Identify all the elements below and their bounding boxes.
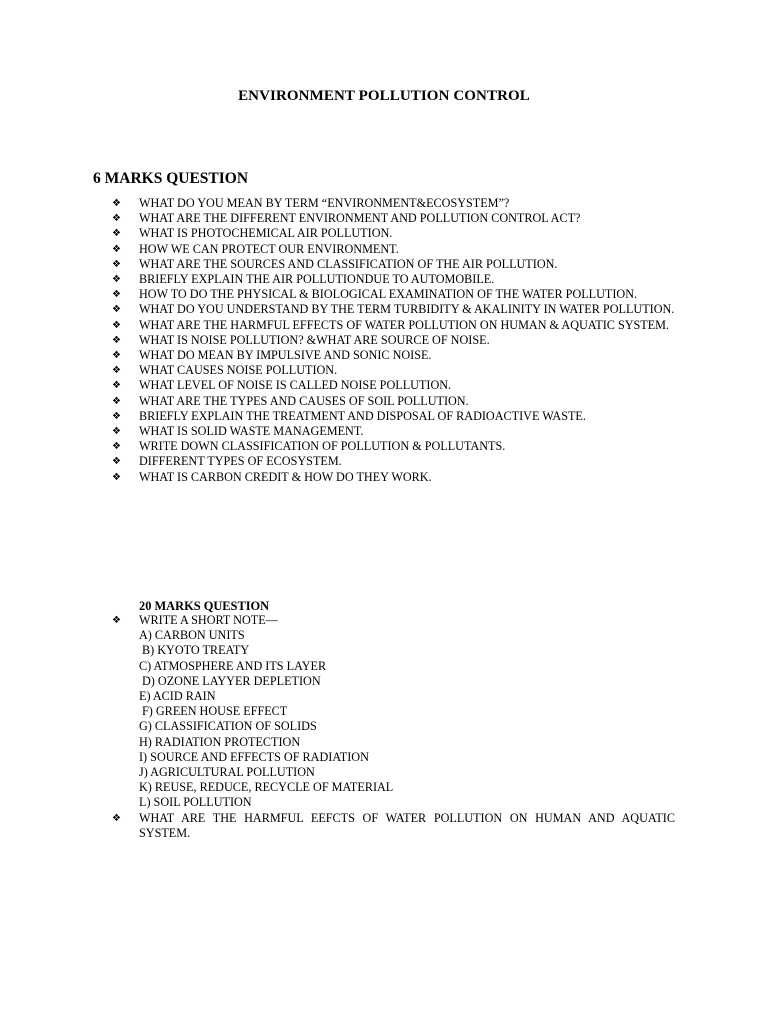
question-text: WRITE DOWN CLASSIFICATION OF POLLUTION & POLLUTANTS. — [139, 439, 506, 454]
question-text: WHAT IS PHOTOCHEMICAL AIR POLLUTION. — [139, 226, 393, 241]
short-note-topic: F) GREEN HOUSE EFFECT — [142, 704, 288, 719]
question-item — [112, 378, 675, 393]
short-note-topic: L) SOIL POLLUTION — [139, 795, 252, 810]
diamond-bullet-icon: ❖ — [112, 198, 121, 209]
question-text: WHAT IS SOLID WASTE MANAGEMENT. — [139, 424, 364, 439]
question-item — [112, 226, 675, 241]
question-item — [112, 409, 675, 424]
short-note-topic-list — [139, 628, 675, 810]
diamond-bullet-icon: ❖ — [112, 334, 121, 346]
question-item — [112, 318, 675, 333]
question-item — [112, 348, 675, 363]
question-item — [112, 811, 675, 841]
question-text: WHAT DO MEAN BY IMPULSIVE AND SONIC NOISE. — [139, 348, 432, 363]
twenty-marks-question-list — [112, 613, 675, 841]
diamond-bullet-icon: ❖ — [112, 441, 121, 453]
question-item — [112, 363, 675, 378]
question-text: WHAT IS NOISE POLLUTION? &WHAT ARE SOURCE OF NOISE. — [139, 332, 490, 347]
question-item — [112, 272, 675, 287]
question-text: HOW WE CAN PROTECT OUR ENVIRONMENT. — [139, 241, 399, 256]
diamond-bullet-icon: ❖ — [112, 456, 121, 468]
short-note-topic: D) OZONE LAYYER DEPLETION — [142, 673, 321, 688]
diamond-bullet-icon: ❖ — [112, 410, 121, 422]
short-note-topic: A) CARBON UNITS — [139, 628, 245, 643]
short-note-topic: H) RADIATION PROTECTION — [139, 734, 301, 749]
question-item — [112, 439, 675, 454]
short-note-topic: C) ATMOSPHERE AND ITS LAYER — [139, 658, 327, 673]
diamond-bullet-icon: ❖ — [112, 213, 121, 225]
question-text: WHAT LEVEL OF NOISE IS CALLED NOISE POLLUTION. — [139, 378, 452, 393]
question-text: WHAT CAUSES NOISE POLLUTION. — [139, 363, 338, 378]
question-item — [112, 242, 675, 257]
section-heading-20-marks: 20 MARKS QUESTION — [139, 599, 270, 613]
page-title: ENVIRONMENT POLLUTION CONTROL — [238, 88, 530, 104]
six-marks-question-list — [112, 196, 675, 485]
short-note-topic: K) REUSE, REDUCE, RECYCLE OF MATERIAL — [139, 780, 394, 795]
question-item — [112, 211, 675, 226]
question-item — [112, 302, 675, 317]
question-text: HOW TO DO THE PHYSICAL & BIOLOGICAL EXAMINATION OF THE WATER POLLUTION. — [139, 287, 638, 302]
question-text: DIFFERENT TYPES OF ECOSYSTEM. — [139, 454, 342, 469]
diamond-bullet-icon: ❖ — [112, 319, 121, 331]
question-text: WHAT IS CARBON CREDIT & HOW DO THEY WORK. — [139, 469, 432, 484]
question-item — [112, 333, 675, 348]
question-text: WHAT ARE THE HARMFUL EEFCTS OF WATER POLLUTION ON HUMAN AND AQUATIC SYSTEM. — [139, 810, 675, 840]
diamond-bullet-icon: ❖ — [112, 228, 121, 240]
short-note-topic: I) SOURCE AND EFFECTS OF RADIATION — [139, 749, 369, 764]
question-text: BRIEFLY EXPLAIN THE TREATMENT AND DISPOSAL OF RADIOACTIVE WASTE. — [139, 408, 586, 423]
short-note-topic: E) ACID RAIN — [139, 689, 216, 704]
question-text: WHAT ARE THE TYPES AND CAUSES OF SOIL POLLUTION. — [139, 393, 469, 408]
short-note-label: WRITE A SHORT NOTE— — [139, 613, 278, 627]
question-item — [112, 257, 675, 272]
diamond-bullet-icon: ❖ — [112, 365, 121, 377]
question-item — [112, 287, 675, 302]
question-item — [112, 196, 675, 211]
diamond-bullet-icon: ❖ — [112, 350, 121, 362]
question-text: WHAT ARE THE DIFFERENT ENVIRONMENT AND POLLUTION CONTROL ACT? — [139, 211, 581, 226]
diamond-bullet-icon: ❖ — [112, 304, 121, 316]
question-item — [112, 394, 675, 409]
diamond-bullet-icon: ❖ — [112, 380, 121, 392]
section-heading-6-marks: 6 MARKS QUESTION — [93, 170, 249, 187]
question-text: WHAT ARE THE SOURCES AND CLASSIFICATION OF THE AIR POLLUTION. — [139, 256, 558, 271]
short-note-topic: G) CLASSIFICATION OF SOLIDS — [139, 719, 317, 734]
diamond-bullet-icon: ❖ — [112, 243, 121, 255]
diamond-bullet-icon: ❖ — [112, 289, 121, 301]
question-text: WHAT DO YOU UNDERSTAND BY THE TERM TURBIDITY & AKALINITY IN WATER POLLUTION. — [139, 302, 675, 317]
diamond-bullet-icon: ❖ — [112, 395, 121, 407]
diamond-bullet-icon: ❖ — [112, 812, 121, 824]
question-item — [112, 470, 675, 485]
diamond-bullet-icon: ❖ — [112, 258, 121, 270]
diamond-bullet-icon: ❖ — [112, 615, 121, 626]
question-text: WHAT ARE THE HARMFUL EFFECTS OF WATER POLLUTION ON HUMAN & AQUATIC SYSTEM. — [139, 317, 670, 332]
question-text: BRIEFLY EXPLAIN THE AIR POLLUTIONDUE TO AUTOMOBILE. — [139, 272, 495, 287]
short-note-topic: B) KYOTO TREATY — [142, 643, 250, 658]
question-item — [112, 454, 675, 469]
diamond-bullet-icon: ❖ — [112, 426, 121, 438]
question-text: WHAT DO YOU MEAN BY TERM “ENVIRONMENT&ECOSYSTEM”? — [139, 196, 510, 210]
short-note-topic: J) AGRICULTURAL POLLUTION — [139, 765, 315, 780]
short-note-question — [112, 613, 675, 811]
diamond-bullet-icon: ❖ — [112, 471, 121, 483]
question-item — [112, 424, 675, 439]
diamond-bullet-icon: ❖ — [112, 274, 121, 286]
